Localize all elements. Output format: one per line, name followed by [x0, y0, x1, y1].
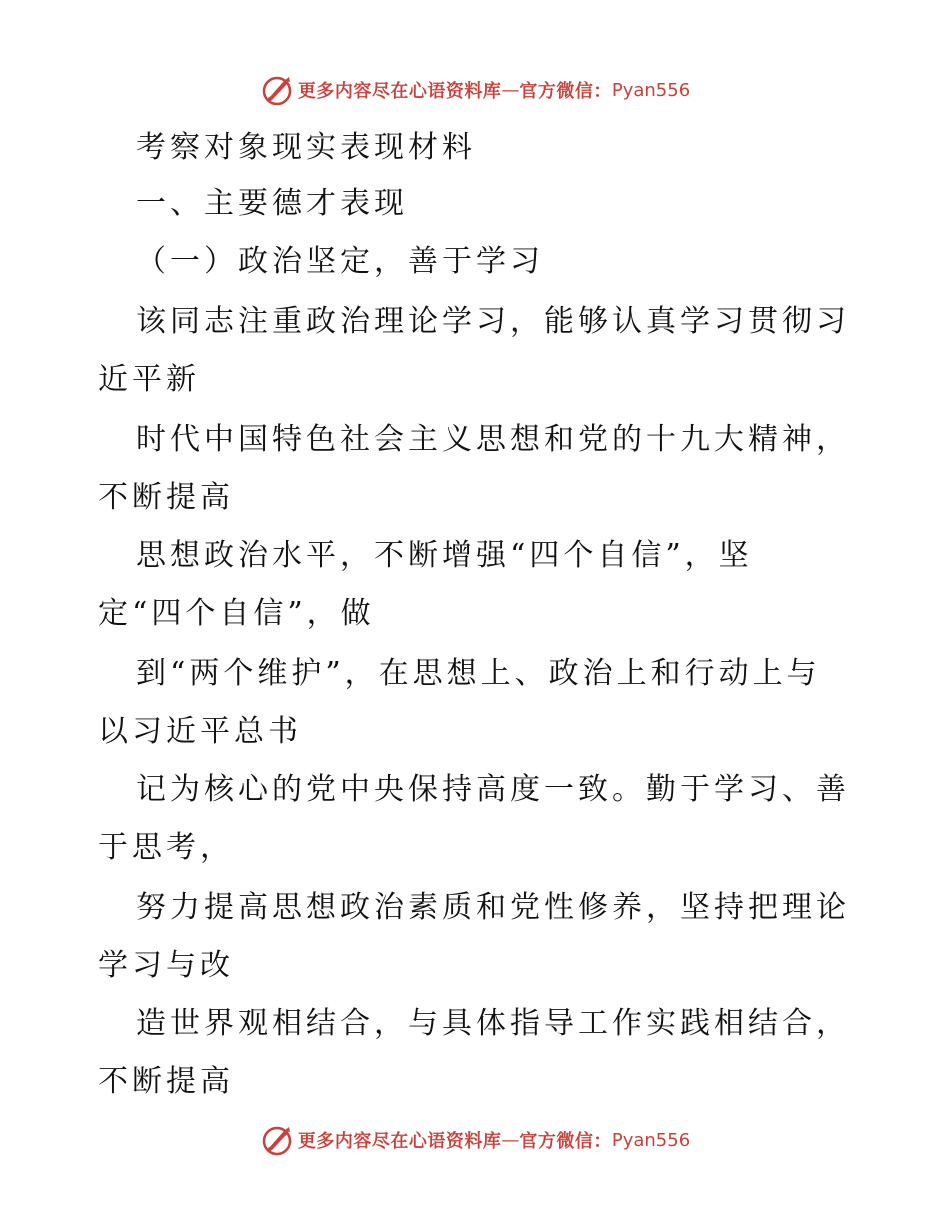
subsection-heading: （一）政治坚定，善于学习 — [136, 244, 544, 279]
watermark-wechat-label: 官方微信： — [519, 1131, 612, 1152]
quill-logo-icon — [260, 1123, 294, 1157]
quill-logo-icon — [260, 73, 294, 107]
body-line: 思想政治水平，不断增强“四个自信”，坚 — [136, 538, 753, 573]
body-line: 不断提高 — [98, 480, 234, 515]
body-line: 时代中国特色社会主义思想和党的十九大精神， — [136, 422, 850, 457]
body-line: 不断提高 — [98, 1064, 234, 1099]
body-line: 记为核心的党中央保持高度一致。勤于学习、善 — [136, 772, 850, 807]
document-title: 考察对象现实表现材料 — [136, 130, 476, 165]
header-watermark — [0, 70, 950, 110]
body-line: 定“四个自信”，做 — [98, 596, 375, 631]
body-line: 学习与改 — [98, 948, 234, 983]
body-line: 努力提高思想政治素质和党性修养，坚持把理论 — [136, 890, 850, 925]
watermark-site-text: 更多内容尽在心语资料库 — [297, 81, 502, 102]
watermark-dash: — — [501, 79, 520, 101]
body-line: 到“两个维护”，在思想上、政治上和行动上与 — [136, 656, 821, 691]
body-line: 于思考， — [98, 830, 234, 865]
watermark-wechat-label: 官方微信： — [519, 81, 612, 102]
body-line: 造世界观相结合，与具体指导工作实践相结合， — [136, 1006, 850, 1041]
section-heading: 一、主要德才表现 — [136, 186, 408, 221]
body-line: 以习近平总书 — [98, 714, 302, 749]
watermark-dash: — — [501, 1129, 520, 1151]
body-line: 该同志注重政治理论学习，能够认真学习贯彻习 — [136, 304, 850, 339]
footer-watermark — [0, 1120, 950, 1160]
watermark-wechat-id: Pyan556 — [611, 1129, 691, 1151]
body-line: 近平新 — [98, 362, 200, 397]
watermark-site-text: 更多内容尽在心语资料库 — [297, 1131, 502, 1152]
watermark-wechat-id: Pyan556 — [611, 79, 691, 101]
